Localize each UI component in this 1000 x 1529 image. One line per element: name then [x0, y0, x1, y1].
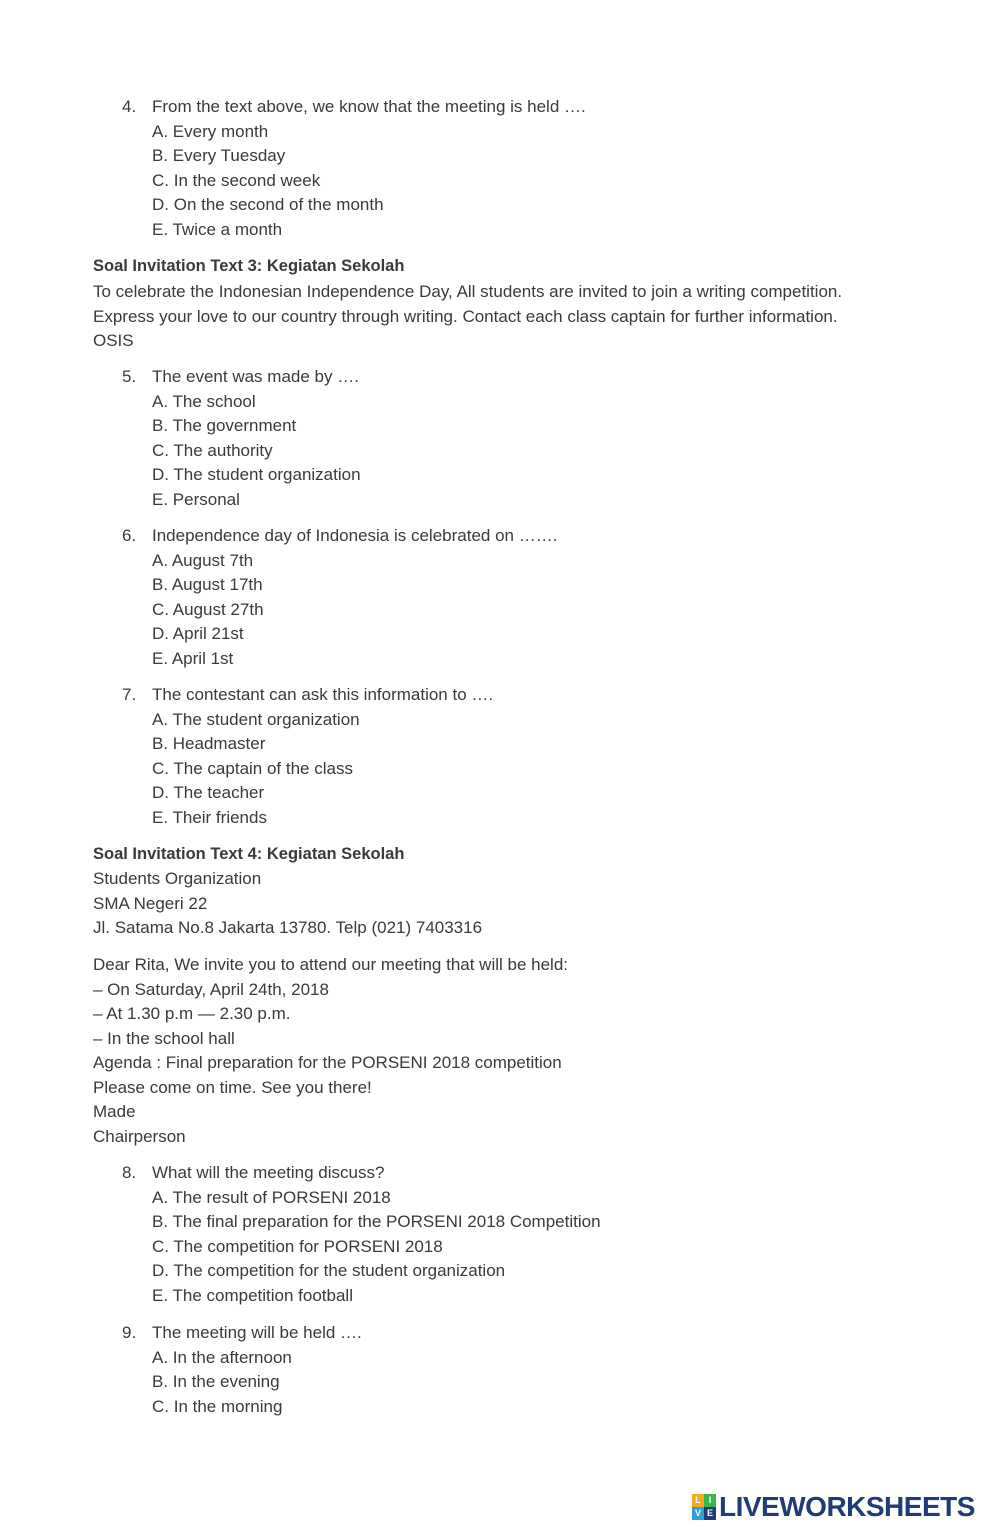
letter-line: – At 1.30 p.m — 2.30 p.m. [93, 1004, 291, 1023]
letter-line: – In the school hall [93, 1028, 235, 1048]
question-number: 7. [122, 685, 137, 704]
question-text: The event was made by …. [152, 367, 359, 386]
letter-line: Made [93, 1102, 136, 1121]
logo-mark-tile: E [704, 1507, 716, 1520]
option-c: C. In the second week [152, 170, 321, 190]
question-text: The meeting will be held …. [152, 1323, 362, 1342]
liveworksheets-logo[interactable] [692, 1490, 975, 1524]
option-a: A. The result of PORSENI 2018 [152, 1187, 391, 1207]
question-stem [122, 1321, 362, 1346]
letterhead-line: SMA Negeri 22 [93, 893, 208, 913]
question-number: 9. [122, 1323, 137, 1342]
option-e: E. Twice a month [152, 219, 283, 239]
option-e: E. Personal [152, 489, 240, 509]
question-stem [122, 365, 361, 390]
option-d: D. The competition for the student organization [152, 1261, 506, 1280]
logo-mark-tile: I [704, 1494, 716, 1507]
question-4 [122, 95, 586, 242]
question-stem [122, 683, 493, 708]
option-d: D. April 21st [152, 624, 244, 643]
option-d: D. The teacher [152, 783, 265, 802]
logo-mark-icon [692, 1494, 716, 1520]
option-d: D. On the second of the month [152, 195, 384, 214]
question-text: What will the meeting discuss? [152, 1163, 385, 1182]
option-b: B. The government [152, 416, 297, 435]
letter-line: – On Saturday, April 24th, 2018 [93, 979, 329, 999]
option-d: D. The student organization [152, 465, 361, 484]
option-c: C. In the morning [152, 1396, 283, 1416]
question-text: From the text above, we know that the meeting is held …. [152, 97, 586, 116]
logo-text: LIVEWORKSHEETS [719, 1491, 975, 1522]
option-c: C. August 27th [152, 599, 264, 619]
option-a: A. In the afternoon [152, 1347, 292, 1367]
section-4-letter-body [93, 953, 568, 1149]
letter-line: Dear Rita, We invite you to attend our meeting that will be held: [93, 955, 568, 974]
question-text: The contestant can ask this information to …. [152, 685, 494, 704]
option-e: E. April 1st [152, 648, 234, 668]
question-text: Independence day of Indonesia is celebrated on ……. [152, 526, 558, 545]
letterhead-line: Jl. Satama No.8 Jakarta 13780. Telp (021) 7403316 [93, 918, 483, 937]
section-4-title: Soal Invitation Text 4: Kegiatan Sekolah [93, 845, 405, 863]
question-stem [122, 524, 557, 549]
text-line: OSIS [93, 331, 134, 350]
option-e: E. The competition football [152, 1285, 353, 1305]
question-8 [122, 1161, 601, 1308]
letter-line: Please come on time. See you there! [93, 1077, 372, 1097]
option-b: B. Every Tuesday [152, 146, 286, 165]
option-e: E. Their friends [152, 807, 267, 827]
question-5 [122, 365, 361, 512]
question-6 [122, 524, 557, 671]
text-line: Express your love to our country through writing. Contact each class captain for further information. [93, 306, 838, 326]
section-4-letterhead [93, 867, 482, 941]
logo-mark-tile: V [692, 1507, 704, 1520]
option-a: A. The student organization [152, 709, 360, 729]
letterhead-line: Students Organization [93, 869, 262, 888]
question-number: 6. [122, 526, 137, 545]
option-b: B. The final preparation for the PORSENI 2018 Competition [152, 1212, 601, 1231]
section-3-text [93, 280, 842, 354]
option-a: A. The school [152, 391, 256, 411]
option-b: B. Headmaster [152, 734, 266, 753]
option-a: A. Every month [152, 121, 269, 141]
question-number: 5. [122, 367, 137, 386]
text-line: To celebrate the Indonesian Independence Day, All students are invited to join a writing competition. [93, 282, 843, 301]
logo-mark-tile: L [692, 1494, 704, 1507]
option-c: C. The competition for PORSENI 2018 [152, 1236, 443, 1256]
question-7 [122, 683, 493, 830]
question-number: 8. [122, 1163, 137, 1182]
option-b: B. In the evening [152, 1372, 280, 1391]
question-stem [122, 1161, 601, 1186]
option-c: C. The captain of the class [152, 758, 353, 778]
option-a: A. August 7th [152, 550, 254, 570]
option-c: C. The authority [152, 440, 273, 460]
question-stem [122, 95, 586, 120]
section-3-title: Soal Invitation Text 3: Kegiatan Sekolah [93, 257, 405, 275]
question-number: 4. [122, 97, 137, 116]
question-9 [122, 1321, 362, 1419]
letter-line: Chairperson [93, 1126, 186, 1146]
letter-line: Agenda : Final preparation for the PORSENI 2018 competition [93, 1053, 562, 1072]
option-b: B. August 17th [152, 575, 263, 594]
